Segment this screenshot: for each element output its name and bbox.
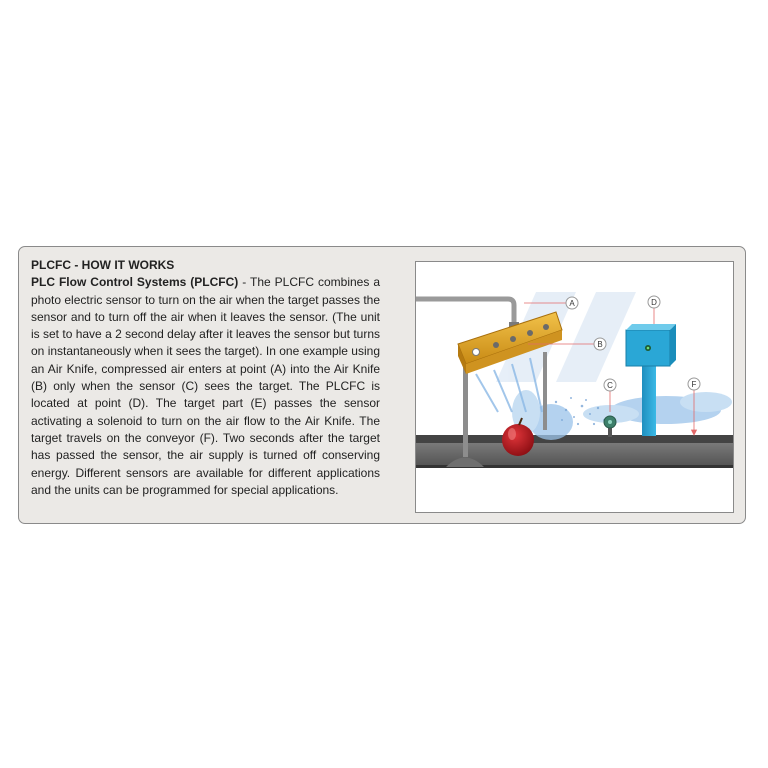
diagram-illustration — [416, 262, 734, 513]
photo-sensor — [604, 416, 616, 437]
plcfc-diagram — [415, 261, 734, 513]
air-supply-pipe — [416, 299, 519, 330]
label-d — [648, 296, 660, 308]
svg-text:F: F — [691, 380, 697, 389]
lead-term: PLC Flow Control Systems (PLCFC) — [31, 275, 239, 290]
svg-text:A: A — [569, 299, 575, 308]
svg-text:C: C — [607, 381, 613, 390]
label-c — [604, 379, 616, 391]
label-f — [688, 378, 700, 390]
description-text — [31, 257, 380, 499]
info-panel — [18, 246, 746, 524]
description-body: - The PLCFC combines a photo electric sensor to turn on the air when the target passes the sensor and to turn off the air when it leaves the sensor. (The unit is set to have a 2 second delay after it leaves the sensor but turns on instantaneously when it sees the target). In one example using an Air Knife, compressed air enters at point (A) into the Air Knife (B) only when the sensor (C) sees the target. The PLCFC is located at point (D). The target part (E) passes the sensor activating a solenoid to turn on the air flow to the Air Knife. The target travels on the conveyor (F). Two seconds after the target has passed the sensor, the air supply is turned off conserving energy. Different sensors are available for different applications and the units can be programmed for special applications. — [31, 275, 380, 497]
label-b — [594, 338, 606, 350]
svg-text:D: D — [651, 298, 657, 307]
svg-text:B: B — [597, 340, 603, 349]
panel-heading: PLCFC - HOW IT WORKS — [31, 258, 175, 272]
label-a — [566, 297, 578, 309]
